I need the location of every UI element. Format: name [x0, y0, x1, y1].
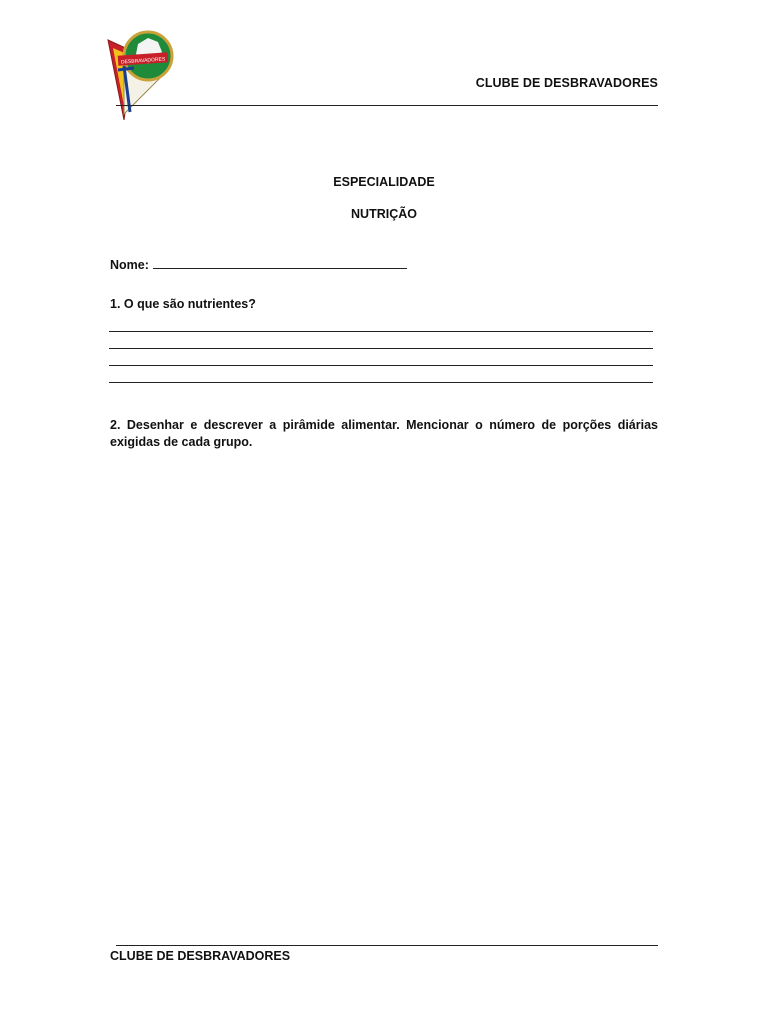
answer-line	[109, 365, 653, 366]
header-divider	[116, 105, 658, 106]
question-1: 1. O que são nutrientes?	[110, 297, 256, 311]
document-heading: ESPECIALIDADE	[333, 175, 435, 189]
footer-title: CLUBE DE DESBRAVADORES	[110, 949, 291, 963]
header-title: CLUBE DE DESBRAVADORES	[475, 76, 658, 90]
name-label: Nome:	[110, 258, 149, 272]
name-blank-line	[153, 258, 407, 269]
document-subheading: NUTRIÇÃO	[351, 207, 417, 221]
answer-line	[109, 348, 653, 349]
footer-divider	[116, 945, 658, 946]
answer-lines	[109, 331, 653, 399]
answer-line	[109, 382, 653, 383]
question-2: 2. Desenhar e descrever a pirâmide alimentar. Mencionar o número de porções diárias exigidas de cada grupo.	[110, 418, 658, 449]
answer-line	[109, 331, 653, 332]
name-field	[110, 258, 407, 272]
logo-text: DESBRAVADORES	[120, 56, 166, 66]
